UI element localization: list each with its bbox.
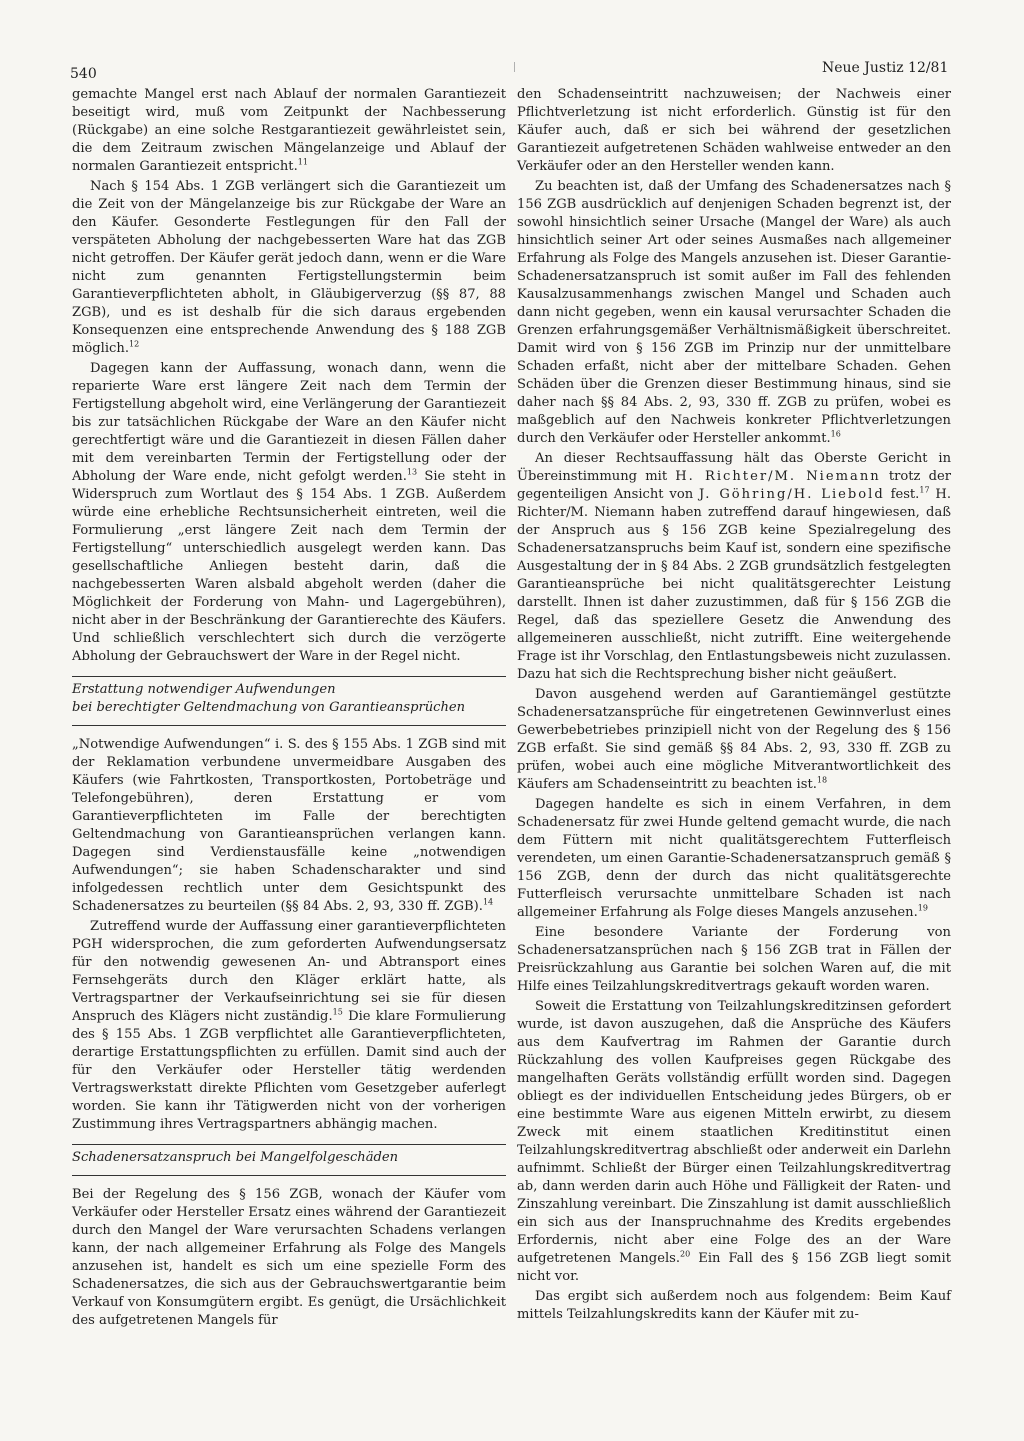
footnote-ref: 14 <box>482 897 494 907</box>
footnote-ref: 15 <box>332 1007 343 1017</box>
header-divider <box>514 62 515 72</box>
footnote-ref: 20 <box>680 1249 691 1259</box>
footnote-ref: 18 <box>816 775 828 785</box>
footnote-ref: 19 <box>917 903 928 913</box>
section-rule <box>72 676 506 677</box>
paragraph: „Notwendige Aufwendungen“ i. S. des § 155 Abs. 1 ZGB sind mit der Reklamation verbundene unvermeidbare Ausgaben des Käufers (wie Fahrtkosten, Transportkosten, Portobeträge und Telefongebühren), deren Erstattung er vom Garantieverpflichteten im Falle der berechtigten Geltendmachung von Garantieansprüchen verlangen kann. Dagegen sind Verdienstausfälle keine „notwendigen Aufwendungen“; sie haben Schadenscharakter und sind infolgedessen rechtlich unter dem Gesichtspunkt des Schadenersatzes zu beurteilen (§§ 84 Abs. 2, 93, 330 ff. ZGB).$^{14}$ <box>72 737 506 914</box>
section-rule <box>72 1144 506 1145</box>
paragraph: Dagegen handelte es sich in einem Verfahren, in dem Schadenersatz für zwei Hunde geltend gemacht wurde, die nach dem Füttern mit nicht qualitätsgerechtem Futterfleisch verendeten, um einen Garantie-Schadenersatzanspruch gemäß § 156 ZGB, denn der durch das nicht qualitätsgerechte Futterfleisch verursachte unmittelbare Schaden ist nach allgemeiner Erfahrung als Folge dieses Mangels anzusehen.$^{19}$ <box>517 797 951 920</box>
paragraph: Nach § 154 Abs. 1 ZGB verlängert sich die Garantiezeit um die Zeit von der Mängelanzeige bis zur Rückgabe der Ware an den Käufer. Gesonderte Festlegungen für den Fall der verspäteten Abholung der nachgebesserten Ware hat das ZGB nicht getroffen. Der Käufer gerät jedoch dann, wenn er die Ware nicht zum genannten Fertigstellungstermin beim Garantieverpflichteten abholt, in Gläubigerverzug (§§ 87, 88 ZGB), und es ist deshalb für die sich daraus ergebenden Konsequenzen eine entsprechende Anwendung des § 188 ZGB möglich.$^{12}$ <box>72 179 506 356</box>
section-heading: Erstattung notwendiger Aufwendungen bei berechtigter Geltendmachung von Garantieansprüchen <box>72 682 466 715</box>
right-column <box>517 86 951 1324</box>
paragraph: An dieser Rechtsauffassung hält das Oberste Gericht in Übereinstimmung mit H. Richter/M. Niemann trotz der gegenteiligen Ansicht von J. Göhring/H. Liebold fest.$^{17}$ H. Richter/M. Niemann haben zutreffend darauf hingewiesen, daß der Anspruch aus § 156 ZGB keine Spezialregelung des Schadenersatzanspruchs beim Kauf ist, sondern eine spezifische Ausgestaltung der in § 84 Abs. 2 ZGB grundsätzlich festgelegten Garantieansprüche bei nicht qualitätsgerechter Leistung darstellt. Ihnen ist daher zuzustimmen, daß für § 156 ZGB die Regel, daß das speziellere Gesetz die Anwendung des allgemeineren ausschließt, nicht zutrifft. Eine weitergehende Frage ist ihr Vorschlag, den Entlastungsbeweis nicht zuzulassen. Dazu hat sich die Rechtsprechung bisher nicht geäußert. <box>517 451 952 682</box>
footnote-ref: 11 <box>297 157 308 167</box>
paragraph: Soweit die Erstattung von Teilzahlungskreditzinsen gefordert wurde, ist davon auszugehen, daß die Ansprüche des Käufers aus dem Kaufvertrag im Rahmen der Garantie durch Rückzahlung des vollen Kaufpreises gegen Rückgabe des mangelhaften Geräts vollständig erfüllt worden sind. Dagegen obliegt es der individuellen Entscheidung jedes Bürgers, ob er eine bestimmte Ware aus eigenen Mitteln erwirbt, zu diesem Zweck mit einem staatlichen Kreditinstitut einen Teilzahlungskreditvertrag abschließt oder anderweit ein Darlehn aufnimmt. Schließt der Bürger einen Teilzahlungskreditvertrag ab, dann werden darin auch Höhe und Fälligkeit der Raten- und Zinszahlung vereinbart. Die Zinszahlung ist damit ausschließlich ein sich aus der Inanspruchnahme des Kredits ergebendes Erfordernis, nicht aber eine Folge des an der Ware aufgetretenen Mangels.$^{20}$ Ein Fall des § 156 ZGB liegt somit nicht vor. <box>517 999 951 1284</box>
page-number: 540 <box>70 66 97 82</box>
footnote-ref: 13 <box>406 467 418 477</box>
section-rule <box>72 1175 506 1176</box>
section-rule <box>72 725 506 726</box>
paragraph: gemachte Mangel erst nach Ablauf der normalen Garantiezeit beseitigt wird, muß vom Zeitpunkt der Nachbesserung (Rückgabe) an eine solche Restgarantiezeit gewährleistet sein, die dem Zeitraum zwischen Mängelanzeige und Ablauf der normalen Garantiezeit entspricht.$^{11}$ <box>72 87 506 174</box>
paragraph: Das ergibt sich außerdem noch aus folgendem: Beim Kauf mittels Teilzahlungskredits kann der Käufer mit zu- <box>517 1289 951 1322</box>
paragraph: Eine besondere Variante der Forderung von Schadenersatzansprüchen nach § 156 ZGB trat in Fällen der Preisrückzahlung aus Garantie bei solchen Waren auf, die mit Hilfe eines Teilzahlungskreditvertrags gekauft worden waren. <box>517 925 951 994</box>
author-names: H. Richter/M. Niemann <box>675 469 881 484</box>
paragraph: Zu beachten ist, daß der Umfang des Schadenersatzes nach § 156 ZGB ausdrücklich auf denjenigen Schaden begrenzt ist, der sowohl hinsichtlich seiner Ursache (Mangel der Ware) als auch hinsichtlich seiner Art oder seines Ausmaßes nach allgemeiner Erfahrung als Folge des Mangels anzusehen ist. Dieser Garantie-Schadenersatzanspruch ist somit außer im Fall des fehlenden Kausalzusammenhangs zwischen Mangel und Schaden auch dann nicht gegeben, wenn ein kausal verursachter Schaden die Grenzen erfahrungsgemäßer Verhältnismäßigkeit überschreitet. Damit wird von § 156 ZGB im Prinzip nur der unmittelbare Schaden erfaßt, nicht aber der mittelbare Schaden. Gehen Schäden über die Grenzen dieser Bestimmung hinaus, sind sie daher nach §§ 84 Abs. 2, 93, 330 ff. ZGB zu prüfen, wobei es maßgeblich auf den Nachweis konkreter Pflichtverletzungen durch den Verkäufer oder Hersteller ankommt.$^{16}$ <box>517 179 951 446</box>
footnote-ref: 12 <box>129 339 140 349</box>
section-heading: Schadenersatzanspruch bei Mangelfolgeschäden <box>72 1150 399 1165</box>
paragraph: den Schadenseintritt nachzuweisen; der Nachweis einer Pflichtverletzung ist nicht erforderlich. Günstig ist für den Käufer auch, daß er sich bei während der gesetzlichen Garantiezeit aufgetretenen Schäden wahlweise entweder an den Verkäufer oder an den Hersteller wenden kann. <box>517 87 951 174</box>
left-column <box>72 86 506 1330</box>
paragraph: Zutreffend wurde der Auffassung einer garantieverpflichteten PGH widersprochen, die zum geforderten Aufwendungsersatz für den notwendig gewesenen An- und Abtransport eines Fernsehgeräts durch den Kläger erklärt hatte, als Vertragspartner der Verkaufseinrichtung sei sie für diesen Anspruch des Klägers nicht zuständig.$^{15}$ Die klare Formulierung des § 155 Abs. 1 ZGB verpflichtet alle Garantieverpflichteten, derartige Erstattungspflichten zu erfüllen. Damit sind auch der für den Verkäufer oder Hersteller tätig werdenden Vertragswerkstatt direkte Pflichten vom Gesetzgeber auferlegt worden. Sie kann ihr Tätigwerden nicht von der vorherigen Zustimmung ihres Vertragspartners abhängig machen. <box>72 919 506 1132</box>
paragraph: Dagegen kann der Auffassung, wonach dann, wenn die reparierte Ware erst längere Zeit nach dem Termin der Fertigstellung abgeholt wird, eine Verlängerung der Garantiezeit bis zur tatsächlichen Rückgabe der Ware an den Käufer nicht gerechtfertigt wäre und die Garantiezeit in diesen Fällen daher mit dem vereinbarten Termin der Fertigstellung oder der Abholung der Ware ende, nicht gefolgt werden.$^{13}$ Sie steht in Widerspruch zum Wortlaut des § 154 Abs. 1 ZGB. Außerdem würde eine erhebliche Rechtsunsicherheit eintreten, weil die Formulierung „erst längere Zeit nach dem Termin der Fertigstellung“ unterschiedlich ausgelegt werden kann. Das gesellschaftliche Anliegen besteht darin, daß die nachgebesserten Waren alsbald abgeholt werden (daher die Möglichkeit der Forderung von Mahn- und Lagergebühren), nicht aber in der Beschränkung der Garantierechte des Käufers. Und schließlich verschlechtert sich durch die verzögerte Abholung der Gebrauchswert der Ware in der Regel nicht. <box>72 361 506 664</box>
paragraph: Bei der Regelung des § 156 ZGB, wonach der Käufer vom Verkäufer oder Hersteller Ersatz eines während der Garantiezeit durch den Mangel der Ware verursachten Schadens verlangen kann, der nach allgemeiner Erfahrung als Folge des Mangels anzusehen ist, handelt es sich um eine spezielle Form des Schadenersatzes, die sich aus der Gebrauchswertgarantie beim Verkauf von Konsumgütern ergibt. Es genügt, die Ursächlichkeit des aufgetretenen Mangels für <box>72 1187 506 1328</box>
footnote-ref: 17 <box>919 485 930 495</box>
author-names: J. Göhring/H. Liebold <box>699 487 885 502</box>
paragraph: Davon ausgehend werden auf Garantiemängel gestützte Schadenersatzansprüche für eingetretenen Gewinnverlust eines Gewerbebetriebes prinzipiell nicht von der Regelung des § 156 ZGB erfaßt. Sie sind gemäß §§ 84 Abs. 2, 93, 330 ff. ZGB zu prüfen, wobei auch eine mögliche Mitverantwortlichkeit des Käufers am Schadenseintritt zu beachten ist.$^{18}$ <box>517 687 951 792</box>
journal-title: Neue Justiz 12/81 <box>822 60 949 76</box>
footnote-ref: 16 <box>830 429 841 439</box>
